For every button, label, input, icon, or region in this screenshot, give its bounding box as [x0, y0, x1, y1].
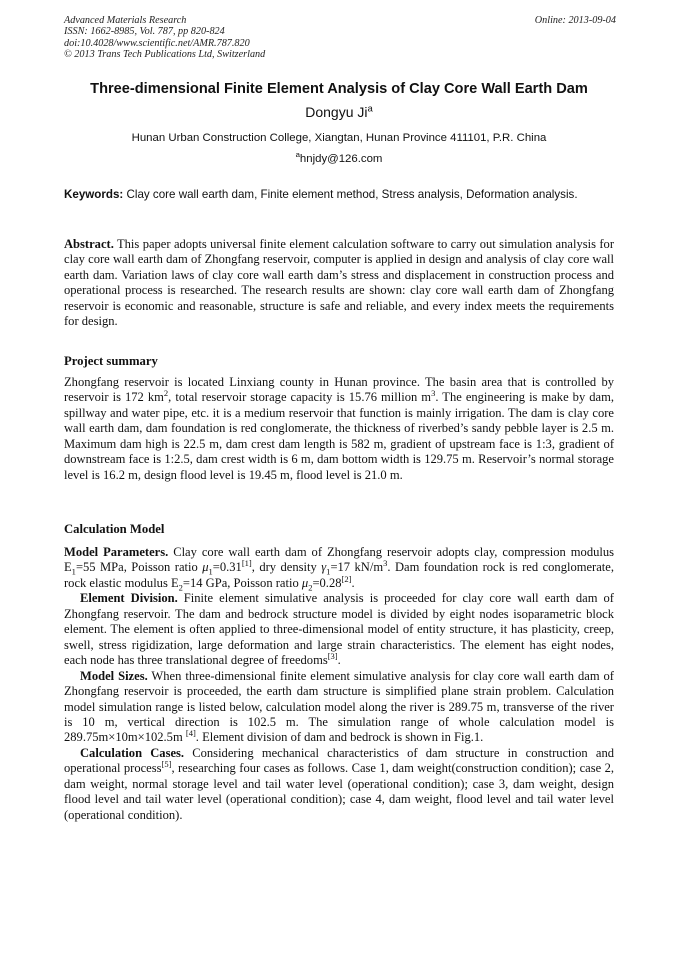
abstract — [64, 237, 614, 330]
keywords-label: Keywords: — [64, 188, 124, 201]
mp-text-5: =17 kN/m — [330, 560, 384, 575]
mp-text-8: =0.28 — [312, 575, 342, 590]
keywords-text: Clay core wall earth dam, Finite element method, Stress analysis, Deformation analysis. — [123, 188, 578, 201]
mp-text-7: =14 GPa, Poisson ratio — [182, 575, 302, 590]
mu-sub-1: 1 — [208, 566, 213, 577]
abstract-label: Abstract. — [64, 237, 114, 251]
mp-text-2: =55 MPa, Poisson ratio — [75, 560, 203, 575]
heading-project-summary: Project summary — [64, 354, 158, 368]
mp-text-1: Clay core wall earth dam of Zhongfang reservoir adopts clay, compression modulus E — [64, 545, 615, 575]
author-affiliation-mark: a — [367, 103, 373, 115]
model-sizes-label: Model Sizes. — [80, 668, 148, 683]
affiliation: Hunan Urban Construction College, Xiangtan, Hunan Province 411101, P.R. China — [131, 132, 547, 144]
project-summary-body — [64, 375, 614, 483]
email-affiliation-mark: a — [295, 150, 300, 160]
calculation-model-body — [64, 545, 614, 823]
citation-2: [2] — [341, 573, 352, 584]
issn-line: ISSN: 1662-8985, Vol. 787, pp 820-824 — [64, 26, 225, 38]
citation-1: [1] — [241, 558, 252, 569]
calculation-cases-label: Calculation Cases. — [80, 745, 185, 760]
ms-text-2: . Element division of dam and bedrock is shown in Fig.1. — [195, 730, 484, 745]
heading-calculation-model: Calculation Model — [64, 522, 165, 536]
gamma-symbol: γ — [321, 560, 327, 575]
ps-text-3: . The engineering is make by dam, spillway and water pipe, etc. it is a medium reservoir that function is mainly irrigation. The dam is clay core wall earth dam, dam foundation is red conglomerate, the thickness of riverbed’s sandy pebble layer is 2.5 m. Maximum dam high is 22.5 m, dam crest dam length is 582 m, gradient of upstream face is 1:3, gradient of downstream face is 1:2.5, dam crest width is 6 m, dam bottom width is 129.75 m. Reservoir’s normal storage level is 16.2 m, design flood level is 19.45 m, flood level is 21.0 m. — [64, 390, 614, 482]
mp-text-4: , dry density — [251, 560, 322, 575]
ps-text-1: Zhongfang reservoir is located Linxiang county in Hunan province. The basin area that is controlled by reservoir is 172 km — [64, 375, 614, 405]
mu-symbol-1: μ — [202, 560, 209, 575]
abstract-text: This paper adopts universal finite element calculation software to carry out simulation analysis for clay core wall earth dam of Zhongfang reservoir, computer is applied in design and analysis of clay core wall earth dam. Variation laws of clay core wall earth dam’s stress and displacement in construction process and operational process is researched. The research results are shown: clay core wall earth dam of Zhongfang reservoir is economic and reasonable, structure is safe and reliable, and every index meets the requirements for design. — [64, 237, 614, 329]
ps-sup-1: 2 — [163, 388, 169, 399]
online-date: Online: 2013-09-04 — [534, 15, 616, 26]
citation-5: [5] — [161, 759, 172, 770]
model-parameters-label: Model Parameters. — [64, 545, 169, 559]
model-sizes-paragraph — [64, 669, 614, 746]
ps-sup-2: 3 — [431, 388, 436, 399]
journal-info — [64, 15, 616, 61]
author-name: Dongyu Ji — [305, 104, 368, 120]
ps-text-2: , total reservoir storage capacity is 15.76 million m — [168, 390, 432, 405]
cc-text-2: , researching four cases as follows. Case 1, dam weight(construction condition); case 2, dam weight, normal storage level and tail water level (operational condition); case 3, dam weight, design flood level and tail water level (operational condition); case 4, dam weight, flood level and tail water level (operational condition). — [64, 761, 614, 822]
ms-text-1: When three-dimensional finite element simulative analysis for clay core wall earth dam of Zhongfang reservoir is proceeded, the earth dam structure is simplified plane strain problem. Calculation model simulation range is listed below, calculation model along the river is 289.75 m, transverse of the river is 10 m, vertical direction is 102.5 m. The simulation range of whole calculation model is 289.75m×10m×102.5m — [64, 668, 614, 745]
mp-text-9: . — [351, 575, 355, 590]
mp-sub-2: 2 — [178, 582, 183, 593]
journal-name: Advanced Materials Research — [64, 15, 187, 26]
doi-line: doi:10.4028/www.scientific.net/AMR.787.820 — [64, 37, 250, 49]
ed-text-2: . — [337, 653, 341, 668]
model-parameters-paragraph — [64, 545, 614, 591]
mu-sub-2: 2 — [308, 582, 313, 593]
mp-text-6: . Dam foundation rock is red conglomerate, rock elastic modulus E — [64, 560, 614, 590]
ed-text-1: Finite element simulative analysis is proceeded for clay core wall earth dam of Zhongfang reservoir. The dam and bedrock structure model is divided by eight nodes isoparametric block element. The element is often applied to three-dimensional model of entity structure, it has plasticity, creep, swell, stress rigidization, large deformation and large strain characteristics. The element has eight nodes, each node has three translational degree of freedoms — [64, 591, 614, 668]
author-line — [40, 104, 638, 120]
mp-text-3: =0.31 — [212, 560, 242, 575]
element-division-paragraph — [64, 591, 614, 668]
citation-3: [3] — [327, 651, 338, 661]
journal-header — [64, 15, 616, 61]
email-address: hnjdy@126.com — [299, 153, 383, 165]
mp-sup-3: 3 — [383, 558, 388, 569]
citation-4: [4] — [185, 728, 196, 739]
email-line — [40, 150, 638, 165]
keywords — [64, 187, 614, 203]
element-division-label: Element Division. — [80, 591, 178, 606]
paper-title: Three-dimensional Finite Element Analysis of Clay Core Wall Earth Dam — [90, 81, 588, 97]
mp-sub-1: 1 — [71, 566, 76, 577]
mu-symbol-2: μ — [301, 575, 309, 590]
copyright-line: © 2013 Trans Tech Publications Ltd, Switzerland — [64, 49, 266, 61]
gamma-sub: 1 — [326, 566, 331, 577]
calculation-cases-paragraph — [64, 746, 614, 823]
cc-text-1: Considering mechanical characteristics of dam structure in construction and operational process — [64, 745, 614, 776]
